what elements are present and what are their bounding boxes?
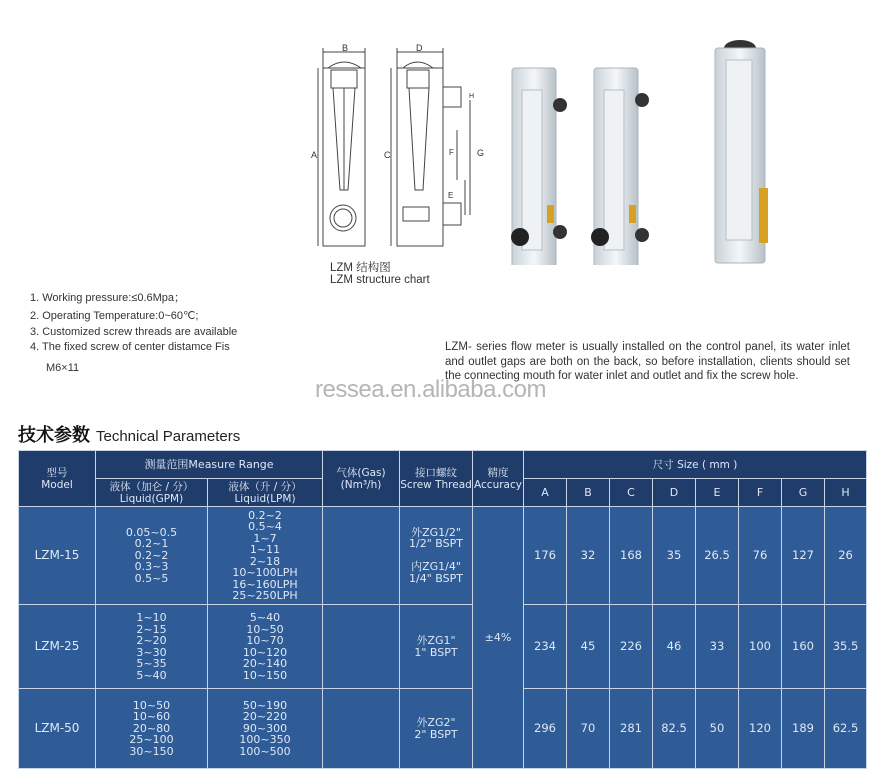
cell-lpm: 5~40 10~50 10~70 10~120 20~140 10~150	[208, 605, 323, 689]
header-measure-range: 测量范围Measure Range	[96, 451, 323, 479]
cell-dim-a: 176	[524, 507, 567, 605]
structure-diagram	[295, 40, 475, 255]
dim-label-f: F	[449, 148, 454, 157]
cell-gpm: 10~50 10~60 20~80 25~100 30~150	[96, 689, 208, 769]
header-dim-h: H	[825, 479, 867, 507]
dim-label-b: B	[342, 43, 349, 53]
header-gpm: 液体（加仑 / 分） Liquid(GPM)	[96, 479, 208, 507]
cell-dim-d: 35	[653, 507, 696, 605]
header-dim-g: G	[782, 479, 825, 507]
header-gas: 气体(Gas) (Nm³/h)	[323, 451, 400, 507]
header-dim-e: E	[696, 479, 739, 507]
cell-dim-g: 127	[782, 507, 825, 605]
technical-parameters-table	[18, 450, 867, 769]
note-1: 1. Working pressure:≤0.6Mpa；	[30, 292, 186, 304]
note-2: 2. Operating Temperature:0~60℃;	[30, 309, 199, 322]
cell-dim-h: 26	[825, 507, 867, 605]
dim-label-d: D	[416, 43, 423, 53]
cell-thread: 外ZG1" 1" BSPT	[400, 605, 473, 689]
note-3: 3. Customized screw threads are available	[30, 326, 238, 338]
cell-dim-f: 76	[739, 507, 782, 605]
cell-dim-d: 82.5	[653, 689, 696, 769]
cell-gas	[323, 605, 400, 689]
product-description: LZM- series flow meter is usually installed on the control panel, its water inlet and outlet gaps are both on the back, so before installation, clients should set the connecting mouth for water inlet and outlet and fix the screw hole.	[445, 341, 850, 382]
section-title-en: Technical Parameters	[96, 428, 241, 445]
diagram-caption	[330, 262, 430, 286]
note-4-value: M6×11	[46, 362, 80, 374]
flowmeter-large-photo	[715, 40, 768, 263]
header-screw-thread: 接口螺纹 Screw Thread	[400, 451, 473, 507]
cell-model: LZM-50	[19, 689, 96, 769]
cell-dim-b: 32	[567, 507, 610, 605]
header-dim-b: B	[567, 479, 610, 507]
cell-dim-f: 120	[739, 689, 782, 769]
cell-dim-a: 296	[524, 689, 567, 769]
cell-dim-c: 281	[610, 689, 653, 769]
cell-lpm: 0.2~2 0.5~4 1~7 1~11 2~18 10~100LPH 16~160LPH 25~250LPH	[208, 507, 323, 605]
caption-en: LZM structure chart	[330, 274, 430, 286]
cell-dim-e: 33	[696, 605, 739, 689]
table-row	[19, 507, 867, 605]
cell-dim-h: 35.5	[825, 605, 867, 689]
dim-label-e: E	[448, 191, 454, 200]
section-title-cn: 技术参数	[18, 425, 90, 445]
cell-accuracy: ±4%	[473, 507, 524, 769]
table-row	[19, 605, 867, 689]
dim-label-c: C	[384, 150, 391, 160]
cell-dim-b: 45	[567, 605, 610, 689]
cell-dim-d: 46	[653, 605, 696, 689]
header-size: 尺寸 Size ( mm )	[524, 451, 867, 479]
cell-dim-a: 234	[524, 605, 567, 689]
cell-dim-e: 50	[696, 689, 739, 769]
cell-dim-c: 168	[610, 507, 653, 605]
header-dim-d: D	[653, 479, 696, 507]
header-dim-f: F	[739, 479, 782, 507]
dim-label-g: G	[477, 148, 485, 158]
table-row	[19, 689, 867, 769]
dim-label-a: A	[311, 150, 318, 160]
cell-gpm: 1~10 2~15 2~20 3~30 5~35 5~40	[96, 605, 208, 689]
flowmeter-small-photo	[511, 68, 567, 265]
header-lpm: 液体（升 / 分） Liquid(LPM)	[208, 479, 323, 507]
cell-dim-g: 189	[782, 689, 825, 769]
note-4: 4. The fixed screw of center distamce Fis	[30, 341, 230, 353]
header-dim-a: A	[524, 479, 567, 507]
specification-notes	[30, 290, 237, 378]
flowmeter-medium-photo	[591, 68, 649, 265]
cell-lpm: 50~190 20~220 90~300 100~350 100~500	[208, 689, 323, 769]
header-dim-c: C	[610, 479, 653, 507]
cell-gas	[323, 507, 400, 605]
cell-dim-c: 226	[610, 605, 653, 689]
cell-model: LZM-25	[19, 605, 96, 689]
section-title	[18, 421, 240, 447]
product-photos	[500, 40, 785, 265]
cell-gpm: 0.05~0.5 0.2~1 0.2~2 0.3~3 0.5~5	[96, 507, 208, 605]
watermark: ressea.en.alibaba.com	[315, 376, 546, 403]
header-model: 型号 Model	[19, 451, 96, 507]
cell-thread: 外ZG1/2" 1/2" BSPT 内ZG1/4" 1/4" BSPT	[400, 507, 473, 605]
cell-thread: 外ZG2" 2" BSPT	[400, 689, 473, 769]
cell-dim-b: 70	[567, 689, 610, 769]
header-accuracy: 精度 Accuracy	[473, 451, 524, 507]
cell-dim-g: 160	[782, 605, 825, 689]
cell-dim-f: 100	[739, 605, 782, 689]
cell-dim-h: 62.5	[825, 689, 867, 769]
cell-model: LZM-15	[19, 507, 96, 605]
dim-label-h: H	[469, 93, 475, 100]
cell-gas	[323, 689, 400, 769]
caption-cn: LZM 结构图	[330, 262, 391, 274]
cell-dim-e: 26.5	[696, 507, 739, 605]
